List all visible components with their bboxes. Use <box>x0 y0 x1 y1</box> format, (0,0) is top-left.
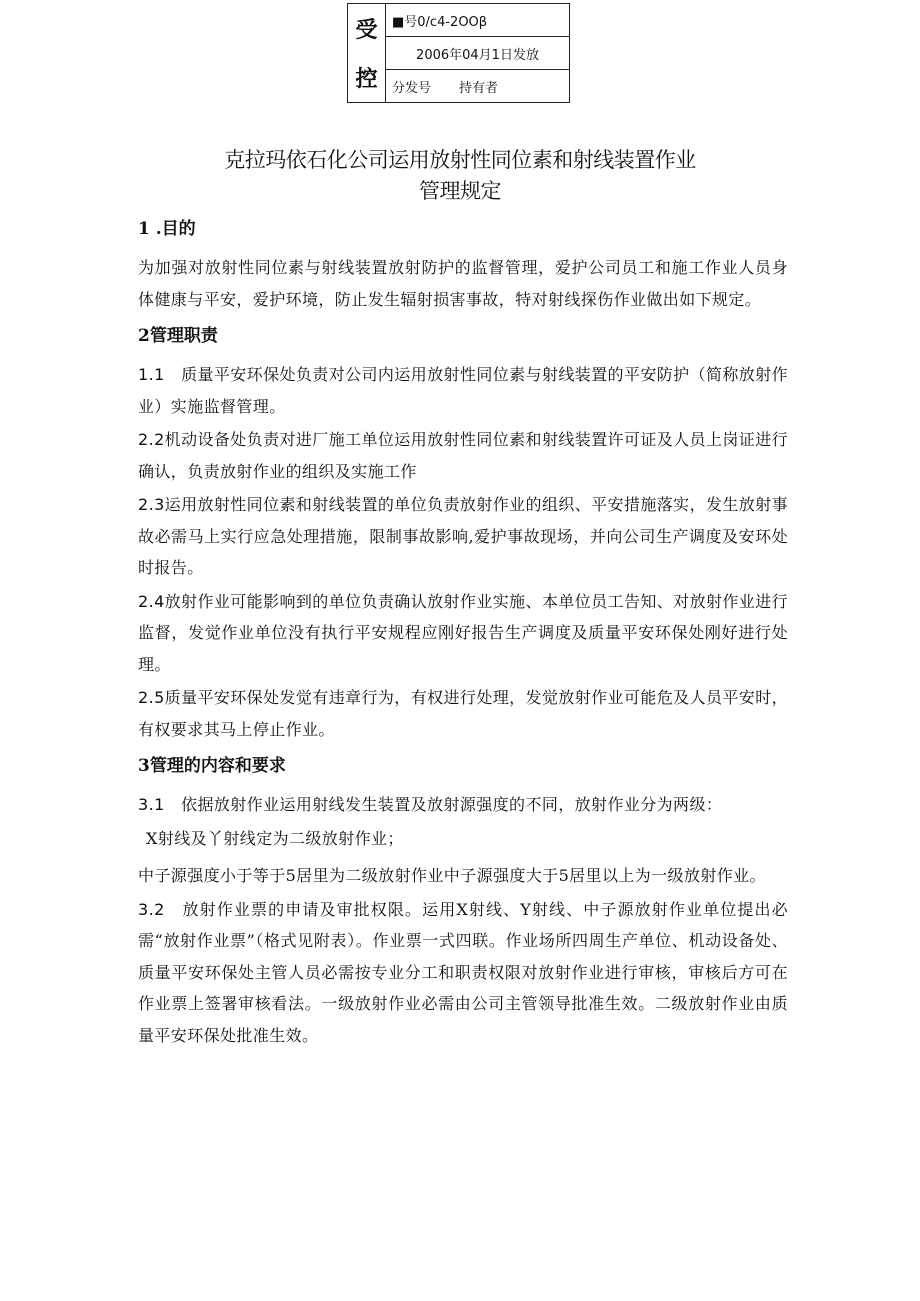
section-1-body: 为加强对放射性同位素与射线装置放射防护的监督管理，爱护公司员工和施工作业人员身体健康与平安，爱护环境，防止发生辐射损害事故，特对射线探伤作业做出如下规定。 <box>138 258 788 309</box>
section-3-paragraph: 3.2 放射作业票的申请及审批权限。运用X射线、Y射线、中子源放射作业单位提出必需“放射作业票”（格式见附表）。作业票一式四联。作业场所四周生产单位、机动设备处、质量平安环保处主管人员必需按专业分工和职责权限对放射作业进行审核，审核后方可在作业票上签署审核看法。一级放射作业必需由公司主管领导批准生效。二级放射作业由质量平安环保处批准生效。 <box>138 899 788 1045</box>
section-2-item: 2.3运用放射性同位素和射线装置的单位负责放射作业的组织、平安措施落实，发生放射事故必需马上实行应急处理措施，限制事故影响,爱护事故现场，并向公司生产调度及安环处时报告。 <box>138 495 788 577</box>
stamp-doc-number-row <box>386 4 569 37</box>
section-3-paragraph: 3.1 依据放射作业运用射线发生装置及放射源强度的不同，放射作业分为两级： <box>138 795 723 814</box>
section-2-item: 2.4放射作业可能影响到的单位负责确认放射作业实施、本单位员工告知、对放射作业进行监督，发觉作业单位没有执行平安规程应刚好报告生产调度及质量平安环保处刚好进行处理。 <box>138 591 788 674</box>
section-3-heading: 3管理的内容和要求 <box>138 756 286 776</box>
section-1-heading: 1 .目的 <box>138 219 196 239</box>
stamp-doc-number: ■号0/c4-2OOβ <box>392 14 488 30</box>
section-2-item: 1.1 质量平安环保处负责对公司内运用放射性同位素与射线装置的平安防护（简称放射作业）实施监督管理。 <box>138 365 788 416</box>
stamp-issue-date: 2006年04月1日发放 <box>416 47 539 63</box>
stamp-holder-label: 持有者 <box>459 80 499 96</box>
stamp-char-bottom: 控 <box>355 67 378 92</box>
section-3-paragraph: 中子源强度小于等于5居里为二级放射作业中子源强度大于5居里以上为一级放射作业。 <box>138 866 766 885</box>
section-2-item: 2.5质量平安环保处发觉有违章行为，有权进行处理，发觉放射作业可能危及人员平安时，有权要求其马上停止作业。 <box>138 688 788 739</box>
control-stamp <box>347 3 570 103</box>
document-title-line2: 管理规定 <box>419 179 501 203</box>
section-2-heading: 2管理职责 <box>138 326 218 346</box>
stamp-issue-date-row <box>386 37 569 70</box>
document-title-line1: 克拉玛依石化公司运用放射性同位素和射线装置作业 <box>224 148 696 172</box>
stamp-char-top: 受 <box>355 18 378 43</box>
stamp-distribution-row <box>386 70 569 102</box>
document-body <box>138 214 788 1053</box>
section-2-item: 2.2机动设备处负责对进厂施工单位运用放射性同位素和射线装置许可证及人员上岗证进行确认，负责放射作业的组织及实施工作 <box>138 430 788 481</box>
section-3-paragraph: X射线及丫射线定为二级放射作业； <box>146 828 404 848</box>
stamp-dist-label: 分发号 <box>392 80 432 96</box>
stamp-side-label <box>348 4 386 102</box>
